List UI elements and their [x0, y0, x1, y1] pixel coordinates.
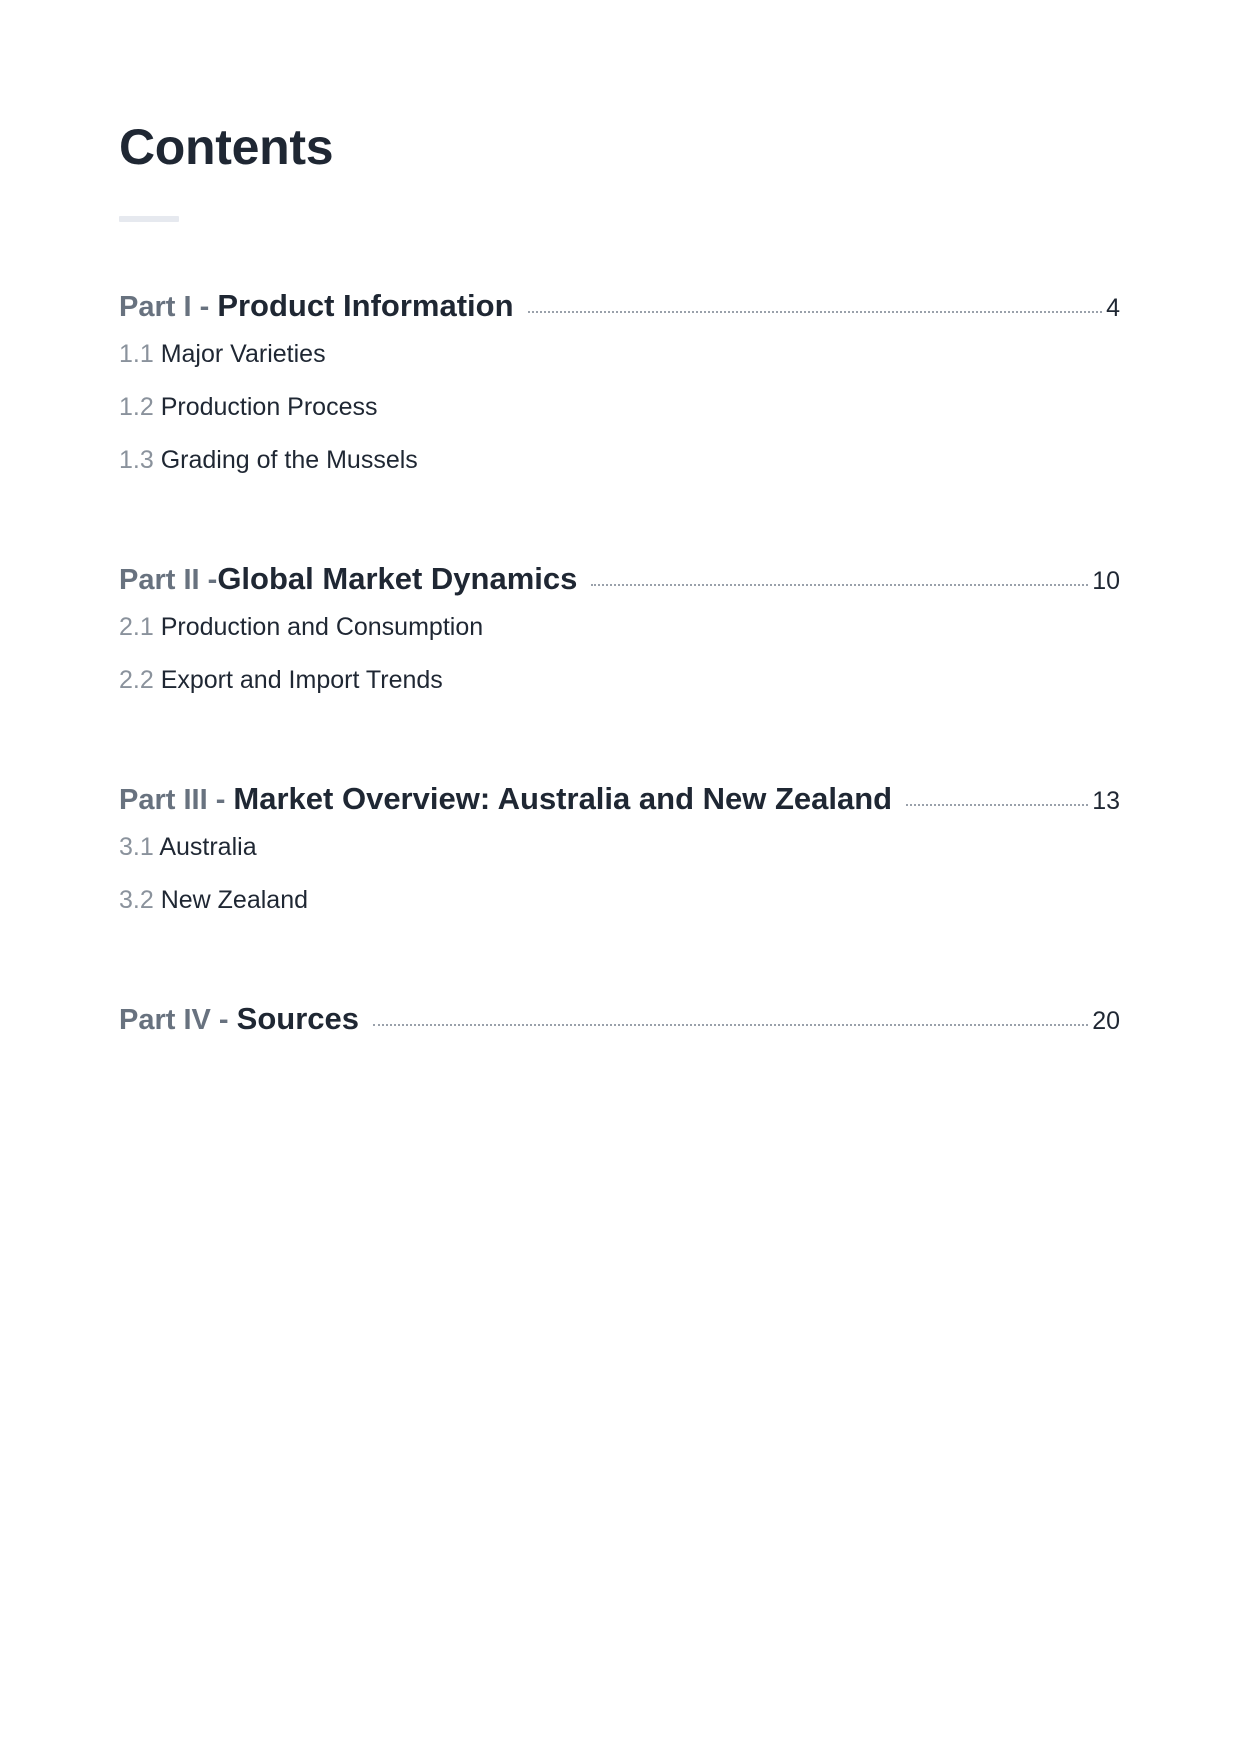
part-title: Product Information — [217, 288, 514, 323]
section-number: 3.1 — [119, 833, 160, 861]
dot-leader — [528, 311, 1103, 313]
section-number: 2.1 — [119, 613, 161, 641]
section-list — [119, 821, 1120, 927]
toc-part-1 — [119, 284, 1120, 487]
section-number: 1.3 — [119, 446, 161, 474]
toc-section-entry[interactable] — [119, 874, 1120, 927]
toc-section-entry[interactable] — [119, 654, 1120, 707]
toc-part-entry[interactable] — [119, 284, 1120, 328]
page-number: 20 — [1092, 1007, 1120, 1035]
page-number: 4 — [1106, 294, 1120, 322]
toc-part-2 — [119, 557, 1120, 707]
section-list — [119, 328, 1120, 487]
part-title: Sources — [236, 1001, 359, 1036]
section-number: 3.2 — [119, 886, 161, 914]
toc-part-4 — [119, 997, 1120, 1041]
page-number: 13 — [1092, 787, 1120, 815]
dot-leader — [373, 1024, 1088, 1026]
toc-section-entry[interactable] — [119, 381, 1120, 434]
part-label: Part IV - — [119, 1004, 237, 1036]
page-number: 10 — [1092, 567, 1120, 595]
section-number: 1.1 — [119, 340, 161, 368]
section-title: Production and Consumption — [160, 613, 484, 641]
toc-section-entry[interactable] — [119, 328, 1120, 381]
toc-part-entry[interactable] — [119, 557, 1120, 601]
part-label: Part III - — [119, 784, 234, 816]
section-title: Production Process — [160, 393, 378, 421]
toc-part-entry[interactable] — [119, 777, 1120, 821]
page-title: Contents — [119, 119, 334, 175]
section-title: New Zealand — [160, 886, 309, 914]
part-title: Global Market Dynamics — [217, 561, 578, 596]
toc-section-entry[interactable] — [119, 434, 1120, 487]
toc-part-entry[interactable] — [119, 997, 1120, 1041]
section-title: Export and Import Trends — [160, 666, 443, 694]
toc-section-entry[interactable] — [119, 821, 1120, 874]
toc-section-entry[interactable] — [119, 601, 1120, 654]
dot-leader — [906, 804, 1088, 806]
part-title: Market Overview: Australia and New Zealand — [233, 781, 893, 816]
section-number: 2.2 — [119, 666, 161, 694]
section-number: 1.2 — [119, 393, 161, 421]
section-title: Australia — [159, 833, 257, 861]
section-list — [119, 601, 1120, 707]
section-title: Major Varieties — [160, 340, 326, 368]
table-of-contents — [119, 284, 1120, 1041]
part-label: Part II - — [119, 564, 218, 596]
toc-part-3 — [119, 777, 1120, 927]
part-label: Part I - — [119, 291, 218, 323]
title-accent-rule — [119, 216, 179, 222]
section-title: Grading of the Mussels — [160, 446, 418, 474]
dot-leader — [591, 584, 1088, 586]
